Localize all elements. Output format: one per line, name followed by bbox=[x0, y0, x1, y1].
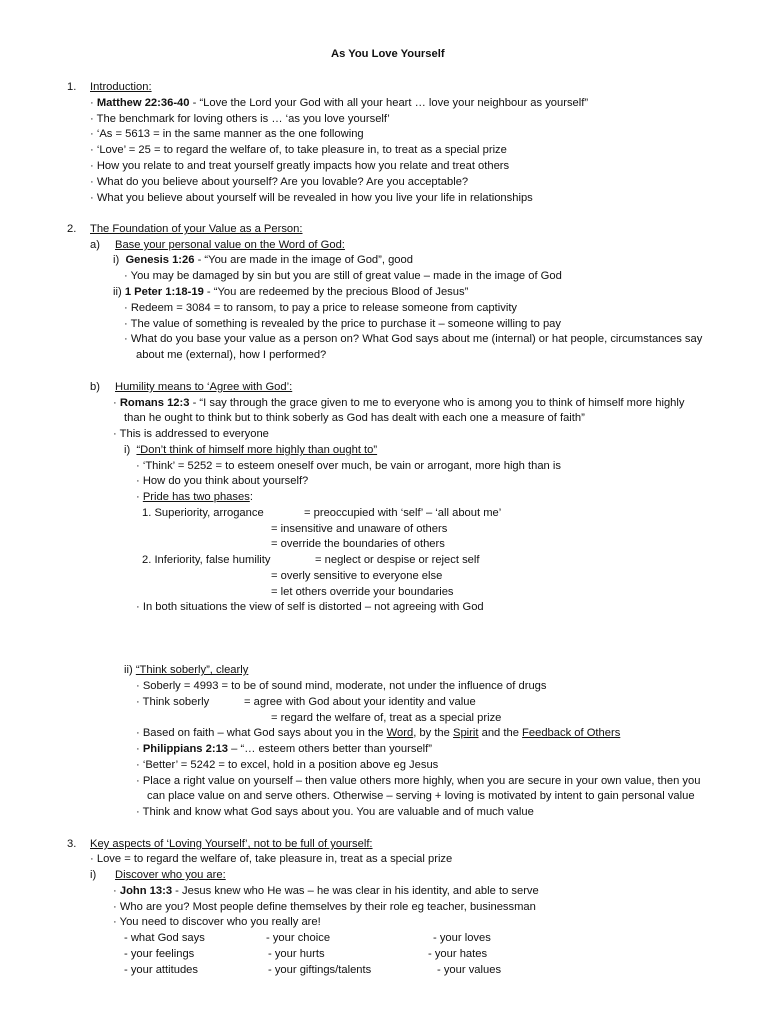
subsection-b-heading: Humility means to ‘Agree with God’: bbox=[115, 381, 293, 393]
pride-heading: Pride has two phases bbox=[142, 491, 250, 503]
list-item: · Pride has two phases: bbox=[136, 491, 253, 503]
grid-cell: - your values bbox=[437, 964, 502, 976]
list-item: · In both situations the view of self is distorted – not agreeing with God bbox=[136, 601, 484, 613]
list-item-text: What do you believe about yourself? Are you lovable? Are you acceptable? bbox=[96, 176, 469, 188]
list-item: · What do you believe about yourself? Are you lovable? Are you acceptable? bbox=[90, 176, 469, 188]
list-item: · Place a right value on yourself – then value others more highly, when you are secure in your own value, then you bbox=[136, 775, 701, 787]
scripture-ref: Romans 12:3 bbox=[119, 397, 190, 409]
phase-1-label: 1. Superiority, arrogance bbox=[142, 507, 264, 519]
list-item-text: In both situations the view of self is distorted – not agreeing with God bbox=[142, 601, 484, 613]
phase-2-eq: = overly sensitive to everyone else bbox=[271, 570, 443, 582]
list-item-text: ‘Better’ = 5242 = to excel, hold in a position above eg Jesus bbox=[142, 759, 439, 771]
list-item-text: ‘Think’ = 5252 = to esteem oneself over much, be vain or arrogant, more high than is bbox=[142, 460, 561, 472]
list-item: · You may be damaged by sin but you are still of great value – made in the image of God bbox=[124, 270, 562, 282]
list-item: · How do you think about yourself? bbox=[136, 475, 309, 487]
grid-cell: - your feelings bbox=[124, 948, 195, 960]
word-link: Word bbox=[386, 727, 414, 739]
list-item: · Matthew 22:36-40 - “Love the Lord your God with all your heart … love your neighbour as yourself” bbox=[90, 97, 589, 109]
phase-1-eq: = preoccupied with ‘self’ – ‘all about me’ bbox=[304, 507, 502, 519]
list-item-text: Place a right value on yourself – then value others more highly, when you are secure in your own value, then you bbox=[142, 775, 701, 787]
section-1-number: 1. bbox=[67, 81, 77, 93]
grid-cell: - your hurts bbox=[268, 948, 325, 960]
list-item: · ‘Think’ = 5252 = to esteem oneself over much, be vain or arrogant, more high than is bbox=[136, 460, 561, 472]
pride-colon: : bbox=[249, 491, 253, 503]
section-3-heading: Key aspects of ‘Loving Yourself’, not to be full of yourself: bbox=[90, 838, 373, 850]
list-item-continuation: can place value on and serve others. Otherwise – serving + loving is motivated by intent to gain personal value bbox=[147, 790, 695, 802]
list-item-text: The value of something is revealed by the price to purchase it – someone willing to pay bbox=[130, 318, 561, 330]
list-item-text: ‘As = 5613 = in the same manner as the one following bbox=[96, 128, 364, 140]
point-i bbox=[124, 443, 377, 457]
list-item: · Think and know what God says about you. You are valuable and of much value bbox=[136, 806, 534, 818]
phase-1-eq: = override the boundaries of others bbox=[271, 538, 445, 550]
list-item-text: This is addressed to everyone bbox=[119, 428, 269, 440]
point-label: ii) bbox=[124, 664, 133, 676]
list-item-text: You need to discover who you really are! bbox=[119, 916, 321, 928]
scripture-ref: John 13:3 bbox=[119, 885, 173, 897]
feedback-link: Feedback of Others bbox=[522, 727, 621, 739]
list-item-text: What do you base your value as a person on? What God says about me (internal) or hat people, circumstances say bbox=[130, 333, 703, 345]
list-item-text: Think and know what God says about you. You are valuable and of much value bbox=[142, 806, 534, 818]
point-i bbox=[113, 253, 413, 267]
list-item-text: and the bbox=[478, 727, 523, 739]
list-item: · This is addressed to everyone bbox=[113, 428, 269, 440]
list-item-continuation: about me (external), how I performed? bbox=[136, 349, 327, 361]
point-text: - “You are redeemed by the precious Blood of Jesus” bbox=[203, 286, 469, 298]
list-item: · ‘Better’ = 5242 = to excel, hold in a position above eg Jesus bbox=[136, 759, 439, 771]
list-item: · Based on faith – what God says about you in the Word, by the Spirit and the Feedback of Others bbox=[136, 727, 621, 739]
list-item-text: – “… esteem others better than yourself” bbox=[228, 743, 432, 755]
scripture-ref: 1 Peter 1:18-19 bbox=[124, 286, 204, 298]
grid-cell: - your choice bbox=[266, 932, 331, 944]
scripture-ref: Matthew 22:36-40 bbox=[96, 97, 190, 109]
list-item-text: How you relate to and treat yourself greatly impacts how you relate and treat others bbox=[96, 160, 510, 172]
list-item: · Soberly = 4993 = to be of sound mind, moderate, not under the influence of drugs bbox=[136, 680, 547, 692]
list-item-continuation: than he ought to think but to think soberly as God has dealt with each one a measure of faith” bbox=[124, 412, 585, 424]
list-item-text: Redeem = 3084 = to ransom, to pay a price to release someone from captivity bbox=[130, 302, 518, 314]
think-soberly-eq: = agree with God about your identity and value bbox=[244, 696, 476, 708]
list-item-text: - “Love the Lord your God with all your heart … love your neighbour as yourself” bbox=[189, 97, 589, 109]
section-1-heading: Introduction: bbox=[90, 81, 152, 93]
phase-2-eq: = let others override your boundaries bbox=[271, 586, 454, 598]
list-item: · What you believe about yourself will be revealed in how you live your life in relationships bbox=[90, 192, 533, 204]
subsection-a-label: a) bbox=[90, 239, 100, 251]
list-item: · Philippians 2:13 – “… esteem others better than yourself” bbox=[136, 743, 432, 755]
list-item: · Who are you? Most people define themselves by their role eg teacher, businessman bbox=[113, 901, 536, 913]
list-item: · ‘As = 5613 = in the same manner as the one following bbox=[90, 128, 364, 140]
point-text: - “You are made in the image of God”, good bbox=[194, 254, 413, 266]
list-item-text: Think soberly bbox=[142, 696, 210, 708]
list-item-text: Based on faith – what God says about you in the bbox=[142, 727, 387, 739]
point-label: ii) bbox=[113, 286, 122, 298]
list-item: · You need to discover who you really are! bbox=[113, 916, 321, 928]
list-item-text: You may be damaged by sin but you are still of great value – made in the image of God bbox=[130, 270, 562, 282]
spirit-link: Spirit bbox=[453, 727, 479, 739]
list-item: · What do you base your value as a person on? What God says about me (internal) or hat people, circumstances say bbox=[124, 333, 703, 345]
subsection-a-heading: Base your personal value on the Word of God: bbox=[115, 239, 345, 251]
point-ii bbox=[113, 285, 468, 299]
section-2-heading: The Foundation of your Value as a Person: bbox=[90, 223, 303, 235]
list-item-text: What you believe about yourself will be revealed in how you live your life in relationships bbox=[96, 192, 533, 204]
list-item: · Think soberly bbox=[136, 696, 210, 708]
list-item-text: The benchmark for loving others is … ‘as you love yourself’ bbox=[96, 113, 390, 125]
grid-cell: - what God says bbox=[124, 932, 205, 944]
point-label: i) bbox=[124, 444, 131, 456]
list-item-text: Love = to regard the welfare of, take pleasure in, treat as a special prize bbox=[96, 853, 453, 865]
list-item-text: Who are you? Most people define themselves by their role eg teacher, businessman bbox=[119, 901, 536, 913]
point-i-label: i) bbox=[90, 869, 97, 881]
point-heading: “Think soberly”, clearly bbox=[135, 664, 249, 676]
list-item-text: - Jesus knew who He was – he was clear in his identity, and able to serve bbox=[172, 885, 539, 897]
grid-cell: - your giftings/talents bbox=[268, 964, 372, 976]
list-item-text: How do you think about yourself? bbox=[142, 475, 309, 487]
point-heading: “Don’t think of himself more highly than ought to” bbox=[136, 444, 378, 456]
list-item: · Love = to regard the welfare of, take pleasure in, treat as a special prize bbox=[90, 853, 453, 865]
list-item: · Redeem = 3084 = to ransom, to pay a price to release someone from captivity bbox=[124, 302, 518, 314]
scripture-ref: Philippians 2:13 bbox=[142, 743, 229, 755]
list-item: · ‘Love’ = 25 = to regard the welfare of, to take pleasure in, to treat as a special prize bbox=[90, 144, 507, 156]
grid-cell: - your loves bbox=[433, 932, 491, 944]
section-2-number: 2. bbox=[67, 223, 77, 235]
phase-1-eq: = insensitive and unaware of others bbox=[271, 523, 448, 535]
list-item: · John 13:3 - Jesus knew who He was – he was clear in his identity, and able to serve bbox=[113, 885, 539, 897]
list-item: · Romans 12:3 - “I say through the grace given to me to everyone who is among you to think of himself more highly bbox=[113, 397, 685, 409]
point-label: i) bbox=[113, 254, 120, 266]
point-ii bbox=[124, 663, 248, 677]
section-3-number: 3. bbox=[67, 838, 77, 850]
phase-2-label: 2. Inferiority, false humility bbox=[142, 554, 271, 566]
point-i-heading: Discover who you are: bbox=[115, 869, 226, 881]
list-item: · The benchmark for loving others is … ‘as you love yourself’ bbox=[90, 113, 390, 125]
list-item-text: Soberly = 4993 = to be of sound mind, moderate, not under the influence of drugs bbox=[142, 680, 547, 692]
phase-2-eq: = neglect or despise or reject self bbox=[315, 554, 480, 566]
scripture-ref: Genesis 1:26 bbox=[125, 254, 195, 266]
list-item-text: , by the bbox=[413, 727, 453, 739]
page-title: As You Love Yourself bbox=[331, 48, 445, 60]
think-soberly-eq: = regard the welfare of, treat as a special prize bbox=[271, 712, 502, 724]
grid-cell: - your hates bbox=[428, 948, 488, 960]
list-item-text: ‘Love’ = 25 = to regard the welfare of, to take pleasure in, to treat as a special prize bbox=[96, 144, 507, 156]
list-item: · How you relate to and treat yourself greatly impacts how you relate and treat others bbox=[90, 160, 510, 172]
subsection-b-label: b) bbox=[90, 381, 100, 393]
list-item-text: - “I say through the grace given to me to everyone who is among you to think of himself more highly bbox=[189, 397, 685, 409]
list-item: · The value of something is revealed by the price to purchase it – someone willing to pay bbox=[124, 318, 561, 330]
grid-cell: - your attitudes bbox=[124, 964, 198, 976]
